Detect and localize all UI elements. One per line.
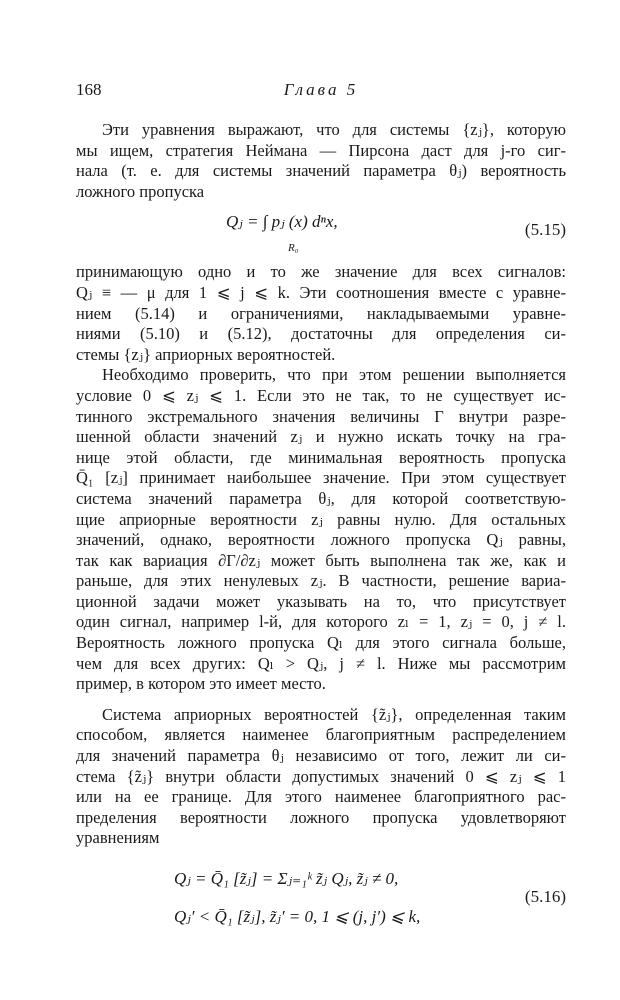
text-line: тинного экстремального значения величины Γ внутри разре- — [76, 406, 566, 426]
text-line: ниями (5.10) и (5.12), достаточны для определения си- — [76, 324, 566, 344]
text-line: для значений параметра θⱼ независимо от того, лежит ли си- — [76, 746, 566, 766]
text-line: пример, в котором это имеет место. — [76, 674, 326, 694]
text-line: чем для всех других: Qₗ > Qⱼ, j ≠ l. Ниже мы рассмотрим — [76, 653, 566, 673]
text-line: стема {z̃ⱼ} внутри области допустимых значений 0 ⩽ zⱼ ⩽ 1 — [76, 766, 566, 786]
text-line: шенной области значений zⱼ и нужно искать точку на гра- — [76, 427, 566, 447]
text-line: ционной задачи может указывать на то, что присутствует — [76, 591, 566, 611]
paragraph-3 — [76, 365, 566, 695]
text-line: система значений параметра θⱼ, для которой соответствую- — [76, 488, 566, 508]
text-line: Q̄₁ [zⱼ] принимает наибольшее значение. При этом существует — [76, 468, 566, 488]
equation-5-16 — [76, 855, 566, 941]
text-line: нием (5.14) и ограничениями, накладываемыми уравне- — [76, 303, 566, 323]
text-line: принимающую одно и то же значение для всех сигналов: — [76, 262, 566, 282]
text-line: нала (т. е. для системы значений параметра θⱼ) вероятность — [76, 161, 566, 181]
equation-line-2: Qⱼ′ < Q̄₁ [z̃ⱼ], z̃ⱼ′ = 0, 1 ⩽ (j, j′) ⩽ k, — [174, 907, 421, 926]
paragraph-1 — [76, 120, 566, 202]
page-number: 168 — [76, 80, 102, 99]
equation-body — [226, 212, 338, 255]
equation-5-15 — [76, 202, 566, 262]
paragraph-2 — [76, 262, 566, 365]
text-line: щие априорные вероятности zⱼ равны нулю. Для остальных — [76, 509, 566, 529]
text-line: стемы {zⱼ} априорных вероятностей. — [76, 344, 336, 364]
page-header — [76, 80, 566, 102]
text-line: условие 0 ⩽ zⱼ ⩽ 1. Если это не так, то не существует ис- — [76, 385, 566, 405]
text-line: ложного пропуска — [76, 181, 205, 201]
text-line: нице этой области, где минимальная вероятность пропуска — [76, 447, 566, 467]
text-line: или на ее границе. Для этого наименее благоприятного рас- — [76, 787, 566, 807]
paragraph-gap — [76, 695, 566, 705]
text-line: пределения вероятности ложного пропуска удовлетворяют — [76, 807, 566, 827]
text-line: так как вариация ∂Γ/∂zⱼ может быть выполнена так же, как и — [76, 550, 566, 570]
text-line: Система априорных вероятностей {z̃ⱼ}, определенная таким — [102, 704, 566, 724]
text-line: значений, однако, вероятности ложного пропуска Qⱼ равны, — [76, 530, 566, 550]
text-line: мы ищем, стратегия Неймана — Пирсона даст для j-го сиг- — [76, 140, 566, 160]
text-line: один сигнал, например l-й, для которого zₗ = 1, zⱼ = 0, j ≠ l. — [76, 612, 566, 632]
paragraph-4 — [76, 705, 566, 849]
text-line: Эти уравнения выражают, что для системы {zⱼ}, которую — [102, 120, 566, 139]
equation-line-1: Qⱼ = Q̄₁ [z̃ⱼ] = Σⱼ₌₁ᵏ z̃ⱼ Qⱼ, z̃ⱼ ≠ 0, — [174, 869, 399, 888]
equation-number: (5.15) — [524, 220, 566, 240]
text-line: способом, является наименее благоприятным распределением — [76, 725, 566, 745]
integral-limit: R₀ — [288, 242, 299, 255]
chapter-title: Глава 5 — [283, 80, 359, 99]
equation-number: (5.16) — [524, 887, 566, 906]
text-line: Qⱼ ≡ — μ для 1 ⩽ j ⩽ k. Эти соотношения вместе с уравне- — [76, 282, 566, 302]
text-line: раньше, для этих ненулевых zⱼ. В частности, решение вариа- — [76, 571, 566, 591]
text-line: Вероятность ложного пропуска Qₗ для этого сигнала больше, — [76, 633, 566, 653]
body-text — [76, 120, 566, 941]
text-line: Необходимо проверить, что при этом решении выполняется — [102, 365, 566, 385]
text-line: уравнениям — [76, 828, 160, 848]
equation-expression: Qⱼ = ∫ pⱼ (x) dⁿx, — [226, 212, 338, 232]
